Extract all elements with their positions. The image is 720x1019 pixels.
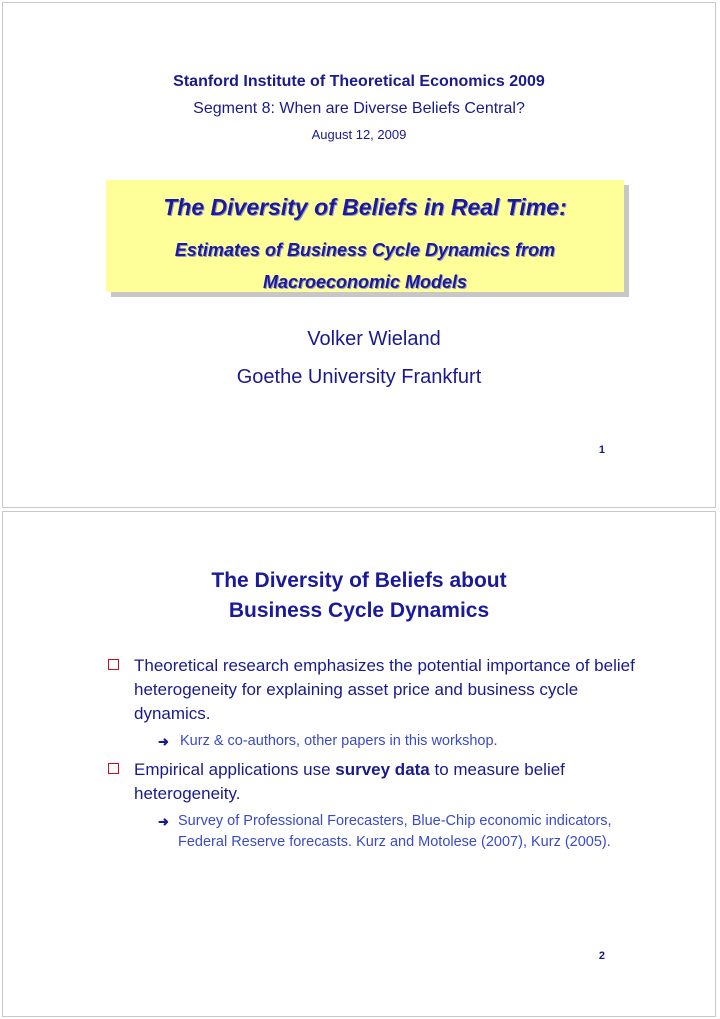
segment-heading: Segment 8: When are Diverse Beliefs Central?: [193, 100, 525, 117]
bullet-item-2: [126, 758, 636, 806]
subtitle-line-2: Macroeconomic Models: [262, 272, 468, 292]
bullet-text-1: Theoretical research emphasizes the potential importance of belief heterogeneity for explaining asset price and business cycle dynamics.: [134, 656, 635, 723]
bullet-2-text-end: to measure belief heterogeneity.: [134, 760, 565, 803]
bullet-text-2: [134, 758, 636, 806]
presentation-title: The Diversity of Beliefs in Real Time:: [163, 194, 567, 220]
subtitle-line-1: Estimates of Business Cycle Dynamics from: [174, 240, 556, 260]
date-text: August 12, 2009: [311, 127, 407, 142]
presentation-subtitle: [106, 234, 624, 298]
square-bullet-icon: [108, 763, 119, 774]
bullet-item-1: [126, 654, 636, 726]
slide-title-line-1: The Diversity of Beliefs about: [211, 569, 507, 592]
square-bullet-icon: [108, 659, 119, 670]
sub-bullet-item-1: [160, 731, 630, 752]
right-arrow-icon: ➜: [158, 814, 169, 829]
author-affiliation: Goethe University Frankfurt: [236, 366, 482, 388]
title-box: [106, 180, 624, 292]
slide-title: [3, 566, 715, 626]
slide-1: [2, 2, 716, 508]
page-number: 1: [598, 444, 605, 456]
slide-2: [2, 511, 716, 1017]
author-name: Volker Wieland: [307, 328, 441, 350]
bullet-2-bold-text: survey data: [335, 760, 430, 779]
right-arrow-icon: ➜: [158, 734, 169, 749]
bullet-2-text-start: Empirical applications use: [134, 760, 336, 779]
sub-bullet-text-1: Kurz & co-authors, other papers in this workshop.: [180, 733, 498, 749]
institute-heading: Stanford Institute of Theoretical Economics 2009: [173, 73, 545, 90]
sub-bullet-item-2: [160, 811, 630, 853]
sub-bullet-text-2: Survey of Professional Forecasters, Blue-Chip economic indicators, Federal Reserve forecasts. Kurz and Motolese (2007), Kurz (2005).: [178, 813, 612, 850]
slide-title-line-2: Business Cycle Dynamics: [228, 599, 490, 622]
page-number: 2: [598, 950, 605, 962]
